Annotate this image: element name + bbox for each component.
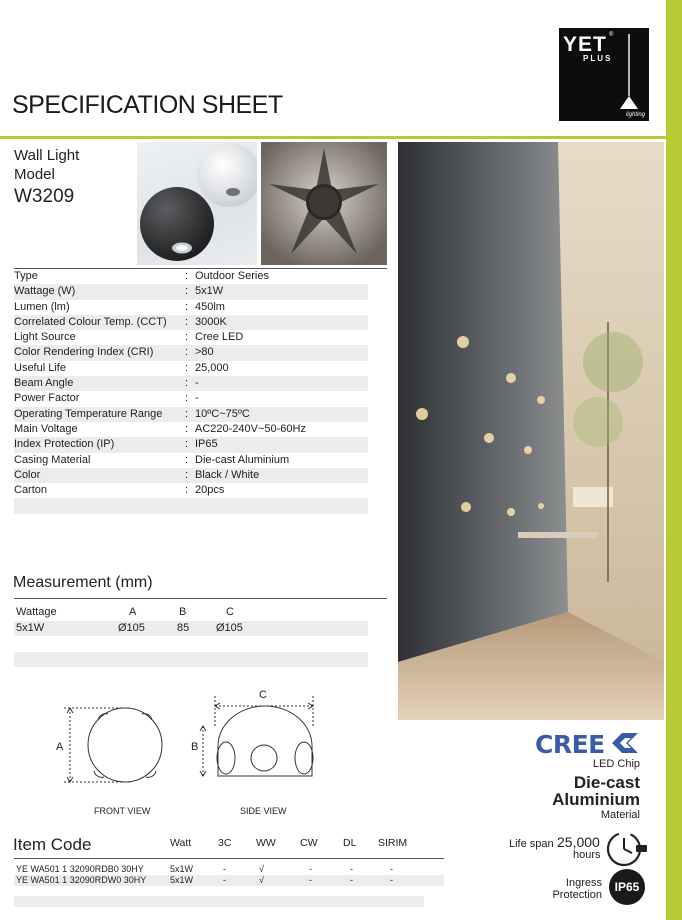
ic-header-ww: WW bbox=[256, 837, 276, 849]
product-spheres bbox=[137, 142, 257, 265]
measurement-blank-row bbox=[14, 652, 368, 667]
ic-header-sirim: SIRIM bbox=[378, 837, 408, 849]
measurement-table bbox=[14, 605, 368, 636]
spec-row: Color : Black / White bbox=[14, 468, 368, 483]
specs-table bbox=[14, 269, 368, 514]
lifespan-value: 25,000 bbox=[557, 834, 600, 850]
model-label: Model bbox=[14, 166, 55, 183]
brand-logo bbox=[559, 28, 649, 121]
dimension-drawings bbox=[50, 686, 350, 786]
model-number: W3209 bbox=[14, 186, 75, 207]
dim-label-a: A bbox=[56, 741, 64, 753]
ic-header-dl: DL bbox=[343, 837, 357, 849]
spec-row: Wattage (W) : 5x1W bbox=[14, 284, 368, 299]
material-label: Material bbox=[600, 809, 640, 821]
lifespan-clock-icon bbox=[606, 829, 652, 869]
installation-scene bbox=[398, 142, 664, 720]
star-beam-effect bbox=[261, 142, 387, 265]
measurement-row: 5x1W Ø105 85 Ø105 bbox=[14, 621, 368, 637]
measurement-rule bbox=[14, 598, 387, 599]
ic-header-cw: CW bbox=[300, 837, 318, 849]
spec-row: Carton : 20pcs bbox=[14, 484, 225, 497]
front-view-label: FRONT VIEW bbox=[94, 806, 151, 816]
spec-row: Operating Temperature Range : 10ºC~75ºC bbox=[14, 407, 368, 422]
spec-row: Index Protection (IP) : IP65 bbox=[14, 437, 368, 452]
side-view-label: SIDE VIEW bbox=[240, 806, 287, 816]
item-code-row: YE WA501 1 32090RDB0 30HY 5x1W - √ - - - bbox=[16, 864, 393, 874]
light-effect-photo bbox=[261, 142, 387, 265]
spec-row-blank bbox=[14, 498, 368, 513]
spec-row: Light Source : Cree LED bbox=[14, 331, 244, 344]
spec-row: Useful Life : 25,000 bbox=[14, 361, 229, 374]
ic-header-watt: Watt bbox=[170, 837, 192, 849]
spec-row: Type : Outdoor Series bbox=[14, 270, 269, 282]
spec-row: Casing Material : Die-cast Aluminium bbox=[14, 453, 290, 466]
spec-row: Lumen (lm) : 450lm bbox=[14, 300, 225, 313]
item-code-blank-row bbox=[14, 896, 424, 907]
diecast-label-1: Die-cast bbox=[573, 773, 640, 792]
spec-row: Power Factor : - bbox=[14, 392, 199, 405]
measurement-title: Measurement (mm) bbox=[13, 574, 153, 591]
ingress-label-2: Protection bbox=[552, 889, 602, 901]
diecast-label-2: Aluminium bbox=[552, 790, 640, 809]
brand-reg: ® bbox=[609, 32, 614, 38]
dim-label-c: C bbox=[259, 689, 267, 701]
ip65-badge: IP65 bbox=[609, 869, 645, 905]
brand-name: YET bbox=[563, 33, 607, 56]
led-chip-label: LED Chip bbox=[592, 758, 640, 770]
product-category: Wall Light bbox=[14, 147, 80, 164]
ic-header-3c: 3C bbox=[218, 837, 232, 849]
item-code-title: Item Code bbox=[13, 835, 92, 854]
cree-logo: CREE bbox=[535, 730, 605, 759]
spec-row: Main Voltage : AC220-240V~50-60Hz bbox=[14, 422, 306, 435]
accent-sidebar bbox=[666, 0, 682, 920]
measurement-header: Wattage A B C bbox=[16, 606, 234, 618]
brand-script: lighting bbox=[625, 112, 645, 118]
cree-chevron-icon bbox=[612, 733, 638, 753]
brand-sub: PLUS bbox=[583, 54, 613, 63]
product-photo bbox=[137, 142, 257, 265]
spec-row: Color Rendering Index (CRI) : >80 bbox=[14, 345, 368, 360]
item-code-rule bbox=[14, 858, 444, 859]
item-code-row: YE WA501 1 32090RDW0 30HY 5x1W - √ - - - bbox=[14, 875, 444, 886]
lifespan-label: Life span bbox=[509, 838, 554, 850]
page-title: SPECIFICATION SHEET bbox=[12, 91, 283, 119]
ingress-label-1: Ingress bbox=[565, 877, 602, 889]
installation-photo bbox=[398, 142, 664, 720]
lamp-icon bbox=[611, 34, 647, 110]
title-divider bbox=[0, 136, 666, 139]
dim-label-b: B bbox=[191, 741, 199, 753]
spec-row: Beam Angle : - bbox=[14, 376, 368, 391]
spec-row: Correlated Colour Temp. (CCT) : 3000K bbox=[14, 315, 368, 330]
lifespan-unit: hours bbox=[573, 849, 601, 861]
